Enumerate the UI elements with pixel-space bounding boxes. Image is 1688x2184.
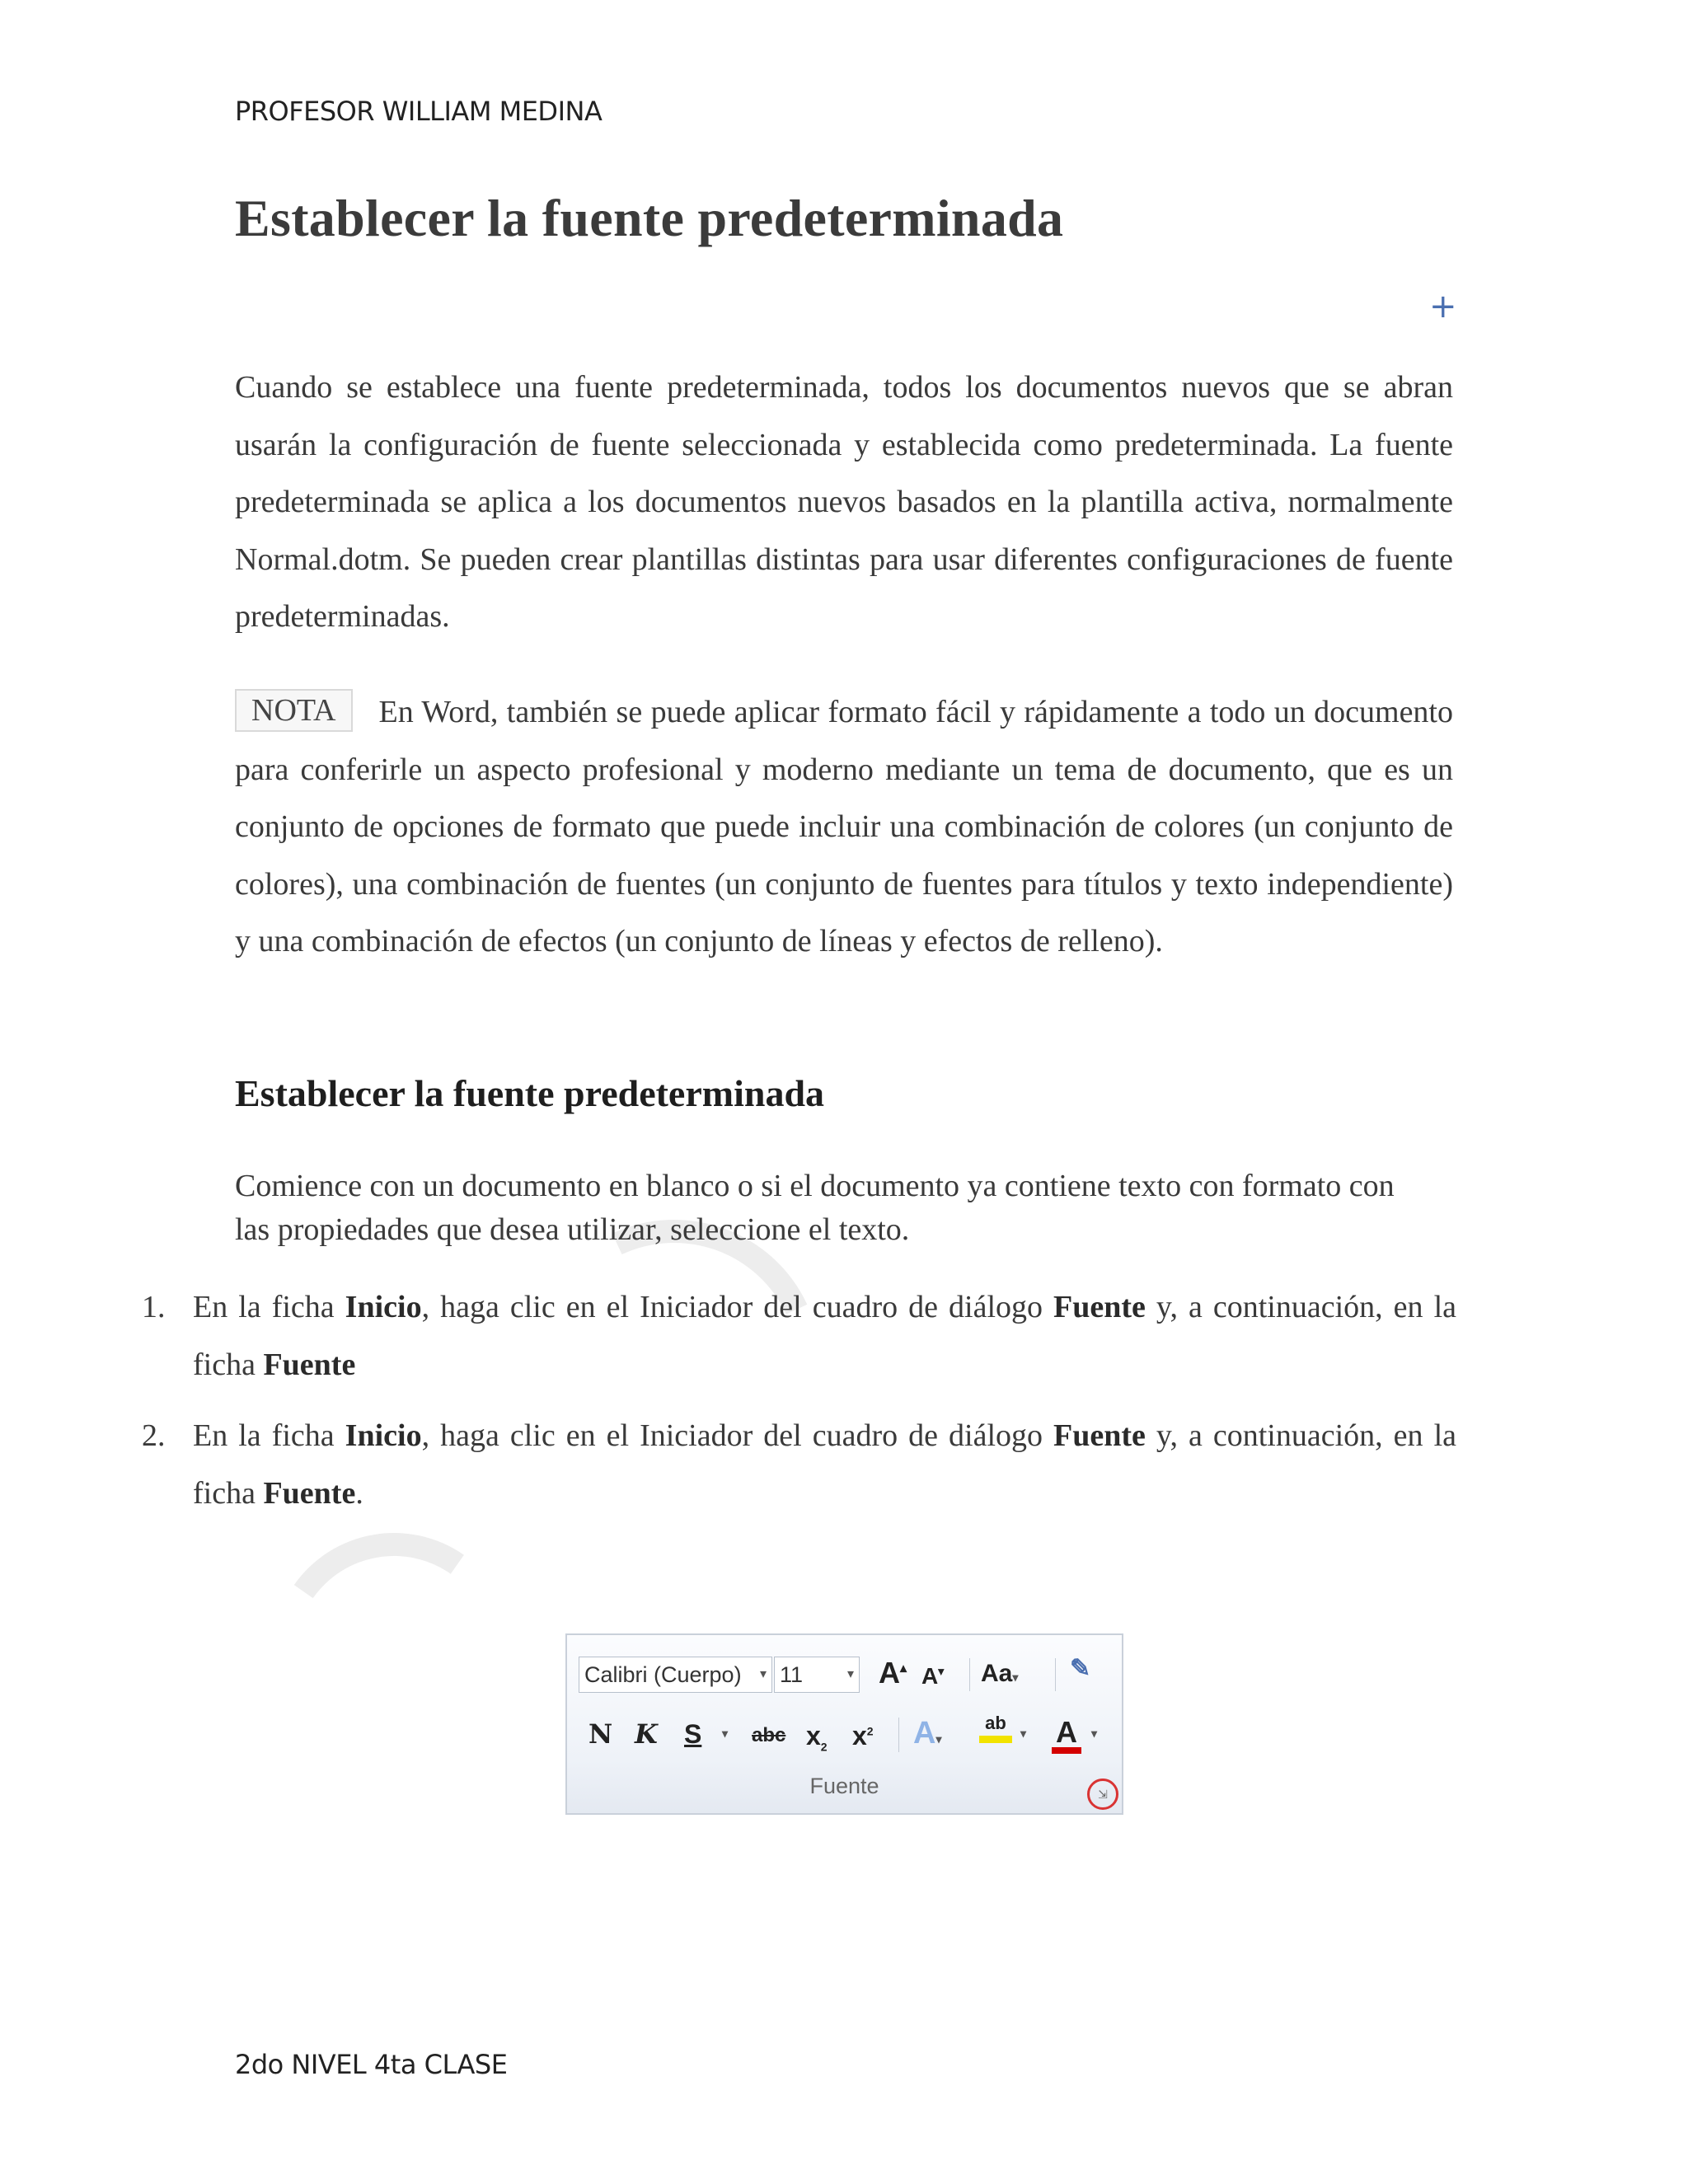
font-color-label: A <box>1056 1715 1077 1749</box>
step-bold: Inicio <box>345 1290 422 1324</box>
subscript-button[interactable]: $x_2$ <box>806 1721 828 1754</box>
toolbar-divider <box>1055 1658 1056 1691</box>
font-ribbon-group <box>565 1633 1123 1815</box>
text-effects-icon[interactable]: A▾ <box>913 1716 942 1750</box>
chevron-down-icon[interactable]: ▾ <box>1020 1727 1027 1740</box>
steps-list <box>142 1278 1456 1535</box>
chevron-down-icon[interactable]: ▾ <box>1091 1727 1098 1740</box>
bold-button[interactable]: N <box>588 1718 613 1750</box>
step-text: , haga clic en el Iniciador del cuadro de diálogo <box>421 1290 1054 1324</box>
page-title: Establecer la fuente predeterminada <box>235 189 1064 247</box>
list-item <box>142 1407 1456 1522</box>
change-case-button[interactable]: Aa▾ <box>981 1660 1019 1687</box>
grow-font-label: A <box>879 1656 900 1690</box>
highlight-label: ab <box>985 1713 1006 1733</box>
shrink-font-button[interactable]: A▾ <box>921 1663 945 1689</box>
chevron-down-icon: ▾ <box>759 1667 767 1681</box>
step-text: En la ficha <box>193 1418 345 1453</box>
section-intro: Comience con un documento en blanco o si el documento ya contiene texto con formato con las propiedades que desea utilizar, seleccione el texto. <box>235 1169 1395 1247</box>
highlight-color-bar <box>979 1736 1012 1743</box>
step-bold: Fuente <box>263 1476 356 1511</box>
note-text: En Word, también se puede aplicar formato fácil y rápidamente a todo un documento para conferirle un aspecto profesional y moderno mediante un tema de documento, que es un conjunto de opciones de formato que puede incluir una combinación de colores (un conjunto de colores), una combinación de fuentes (un conjunto de fuentes para títulos y texto independiente) y una combinación de efectos (un conjunto de líneas y efectos de relleno). <box>235 695 1453 958</box>
chevron-down-icon: ▾ <box>846 1667 854 1681</box>
font-name-value: Calibri (Cuerpo) <box>584 1662 742 1687</box>
note-paragraph <box>235 684 1453 971</box>
step-text: . <box>355 1476 363 1511</box>
toolbar-divider <box>898 1718 899 1752</box>
font-size-value: 11 <box>780 1662 804 1687</box>
note-badge: NOTA <box>235 689 353 732</box>
step-bold: Inicio <box>345 1418 422 1453</box>
font-size-select[interactable] <box>774 1657 860 1693</box>
highlight-button[interactable] <box>979 1714 1012 1743</box>
page-header: PROFESOR WILLIAM MEDINA <box>235 96 603 127</box>
step-text: y, a continuación, en la ficha <box>193 1290 1456 1382</box>
underline-button[interactable]: S <box>684 1719 702 1749</box>
step-text: , haga clic en el Iniciador del cuadro de diálogo <box>421 1418 1054 1453</box>
superscript-label: x <box>852 1721 867 1750</box>
italic-button[interactable]: K <box>635 1718 658 1750</box>
step-text: y, a continuación, en la ficha <box>193 1418 1456 1511</box>
group-label: Fuente <box>809 1774 879 1798</box>
page-footer: 2do NIVEL 4ta CLASE <box>235 2049 508 2080</box>
shrink-font-label: A <box>921 1663 939 1689</box>
grow-font-button[interactable]: A▴ <box>879 1656 907 1690</box>
step-bold: Fuente <box>1053 1418 1146 1453</box>
dialog-launcher-icon[interactable]: ⇲ <box>1087 1779 1118 1810</box>
change-case-label: Aa <box>981 1660 1013 1687</box>
step-bold: Fuente <box>1053 1290 1146 1324</box>
font-color-button[interactable] <box>1052 1715 1081 1754</box>
step-number: 2. <box>142 1418 166 1453</box>
list-item <box>142 1278 1456 1394</box>
toolbar-divider <box>969 1658 970 1691</box>
clear-formatting-icon[interactable]: ✎ <box>1070 1655 1091 1682</box>
intro-paragraph: Cuando se establece una fuente predeterminada, todos los documentos nuevos que se abran usarán la configuración de fuente seleccionada y establecida como predeterminada. La fuente predeterminada se aplica a los documentos nuevos basados en la plantilla activa, normalmente Normal.dotm. Se pueden crear plantillas distintas para usar diferentes configuraciones de fuente predeterminadas. <box>235 370 1453 634</box>
watermark-arc <box>253 1514 536 1797</box>
step-text: En la ficha <box>193 1290 345 1324</box>
superscript-button[interactable]: $x^2$ <box>852 1721 874 1750</box>
section-heading: Establecer la fuente predeterminada <box>235 1072 825 1114</box>
strikethrough-button[interactable]: abc <box>752 1724 786 1746</box>
plus-icon[interactable]: + <box>1429 288 1457 326</box>
chevron-down-icon[interactable]: ▾ <box>722 1727 729 1740</box>
step-bold: Fuente <box>263 1347 356 1382</box>
subscript-label: x <box>806 1721 821 1750</box>
step-number: 1. <box>142 1290 166 1324</box>
font-name-select[interactable] <box>579 1657 772 1693</box>
